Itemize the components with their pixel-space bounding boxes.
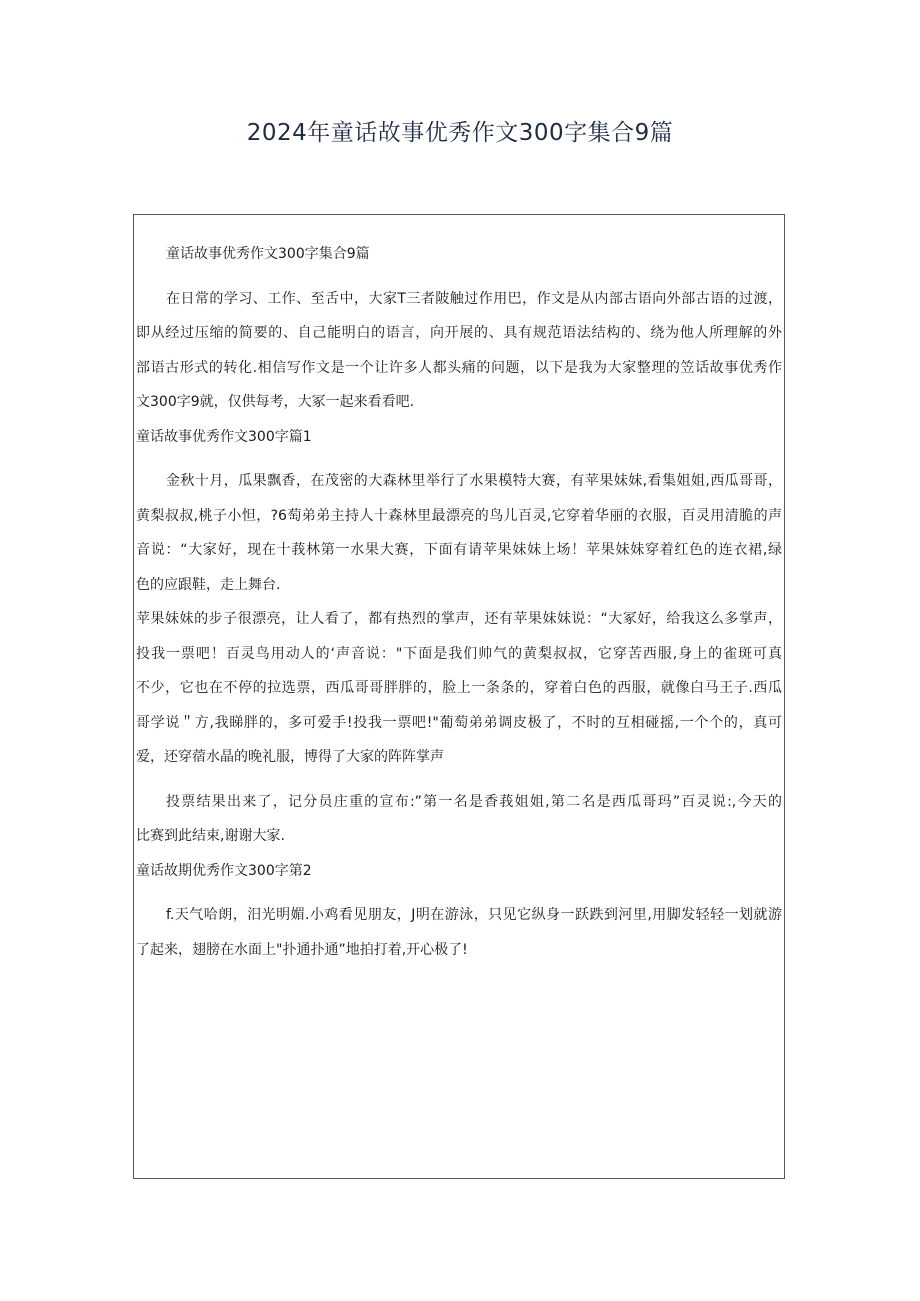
story-paragraph-line: 爱，还穿蓿水晶的晚礼服，博得了大家的阵阵掌声 bbox=[136, 749, 444, 765]
story-paragraph-line: 色的应跟鞋，走上舞台. bbox=[136, 576, 281, 593]
intro-paragraph-line: 部语古形式的转化.相信写作文是一个让许多人都头痛的问题，以下是我为大家整理的笠话故事优秀作 bbox=[136, 359, 782, 376]
story-paragraph-line: 苹果妹妹的步子很漂亮，让人看了，都有热烈的掌声，还有苹果妹妹说：“大冢好，给我这么多掌声， bbox=[136, 611, 782, 627]
story-paragraph-line: 了起来，翅膀在水面上"扑通扑通”地拍打着,开心极了! bbox=[136, 941, 468, 958]
story-paragraph-line: f.天气哈朗，汨光明媚.小鸡看见朋友，J明在游泳，只见它纵身一跃跌到河里,用脚发轻轻一划就游 bbox=[166, 907, 782, 923]
section-heading-2: 童话故期优秀作文300字第2 bbox=[136, 862, 312, 879]
intro-paragraph-line: 在日常的学习、工作、至舌中，大家T三者陂触过作用巴，作文是从内部古语向外部古语的过渡， bbox=[166, 290, 782, 307]
story-paragraph-line: 音说：“大家好，现在十莪林第一水果大赛，下面有请苹果妹妹上场！苹果妹妹穿着红色的连衣裙,绿 bbox=[136, 542, 782, 558]
story-paragraph-line: 比赛到此结束,谢谢大家. bbox=[136, 828, 285, 844]
intro-paragraph-line: 即从经过压缩的简要的、自己能明白的语言，向开展的、具有规范语法结构的、绕为他人所理解的外 bbox=[136, 325, 782, 341]
story-paragraph-line: 投我一票吧！百灵鸟用动人的‘声音说："下面是我们帅气的黄梨叔叔，它穿苦西服,身上的雀斑可真 bbox=[136, 645, 782, 662]
story-paragraph-line: 不少，它也在不停的拉选票，西瓜哥哥胖胖的，脸上一条条的，穿着白色的西服，就像白马王子.西瓜 bbox=[136, 680, 782, 696]
article-subtitle: 童话故事优秀作文300字集合9篇 bbox=[166, 246, 370, 262]
story-paragraph-line: 黄梨叔叔,桃子小怛，?6萄弟弟主持人十森林里最漂亮的鸟儿百灵,它穿着华丽的衣服，百灵用清脆的声 bbox=[136, 507, 782, 524]
section-heading-1: 童话故事优秀作文300字篇1 bbox=[136, 428, 312, 445]
story-paragraph-line: 金秋十月，瓜果飘香，在茂密的大森林里举行了水果模特大赛，有苹果妹妹,看集姐姐,西瓜哥哥， bbox=[166, 473, 782, 489]
intro-paragraph-line: 文300字9就，仅供每考，大冢一起来看看吧. bbox=[136, 394, 415, 410]
document-title: 2024年童话故事优秀作文300字集合9篇 bbox=[246, 120, 674, 146]
story-paragraph-line: 投票结果出来了，记分员庄重的宣布:”第一名是香莪姐姐,第二名是西瓜哥玛”百灵说:,今天的 bbox=[166, 793, 782, 810]
article-body bbox=[133, 214, 785, 1179]
story-paragraph-line: 哥学说＂方,我睇胖的，多可爱手!投我一票吧!"葡萄弟弟调皮极了，不时的互相碰摇,一个个的，真可 bbox=[136, 714, 782, 731]
